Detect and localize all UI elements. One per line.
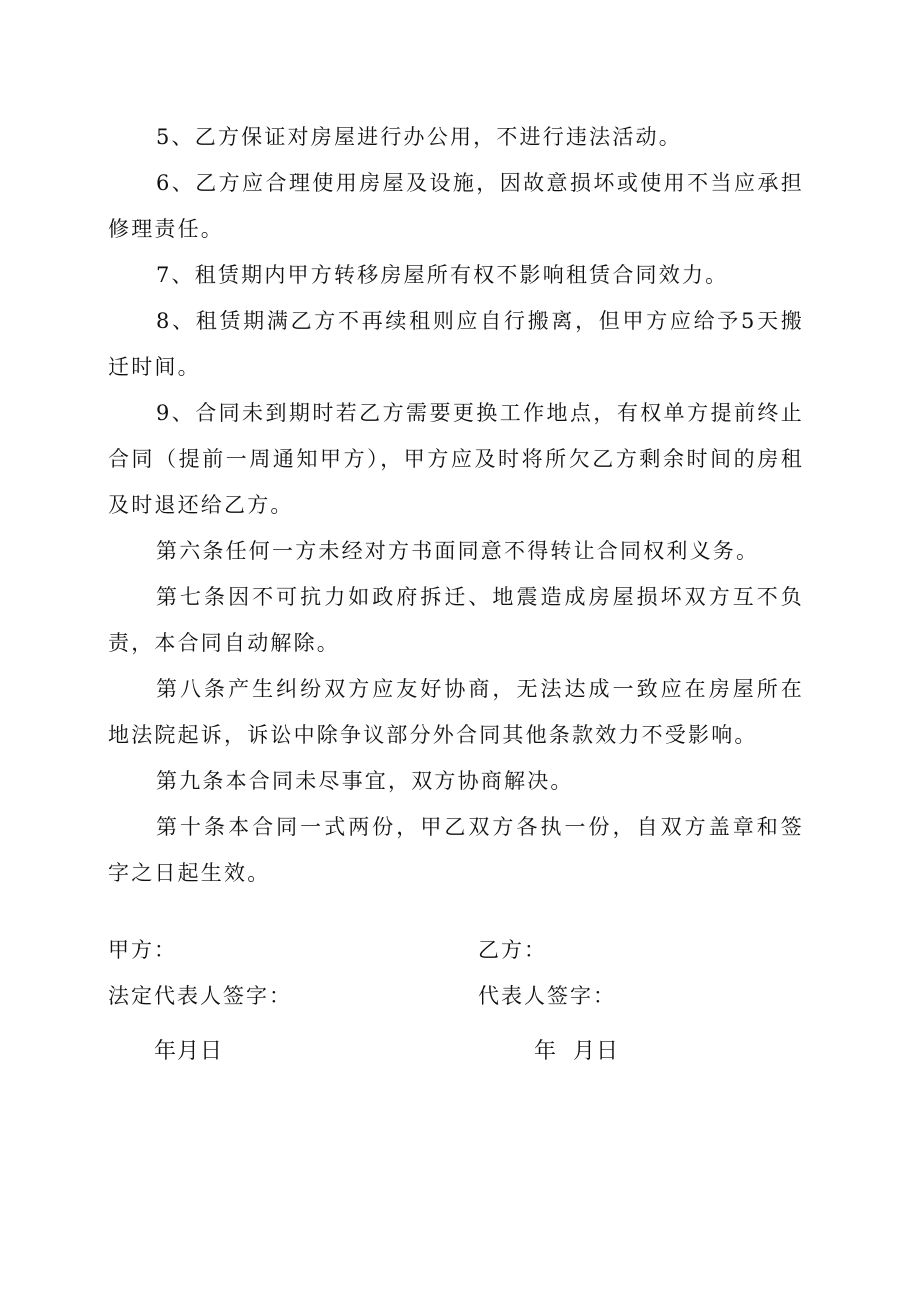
article-10: 第十条本合同一式两份，甲乙双方各执一份，自双方盖章和签字之日起生效。 xyxy=(108,815,804,885)
clause-5: 5、乙方保证对房屋进行办公用，不进行违法活动。 xyxy=(156,125,682,149)
article-7: 第七条因不可抗力如政府拆迁、地震造成房屋损坏双方互不负责，本合同自动解除。 xyxy=(108,585,804,655)
article-8: 第八条产生纠纷双方应友好协商，无法达成一致应在房屋所在地法院起诉，诉讼中除争议部分外合同其他条款效力不受影响。 xyxy=(108,677,804,747)
clause-9: 9、合同未到期时若乙方需要更换工作地点，有权单方提前终止合同（提前一周通知甲方），甲方应及时将所欠乙方剩余时间的房租及时退还给乙方。 xyxy=(108,401,804,517)
clause-6: 6、乙方应合理使用房屋及设施，因故意损坏或使用不当应承担修理责任。 xyxy=(108,171,804,241)
clause-7: 7、租赁期内甲方转移房屋所有权不影响租赁合同效力。 xyxy=(156,263,729,287)
party-a-date: 年月日 xyxy=(154,1039,224,1064)
party-a-label: 甲方： xyxy=(108,938,177,962)
party-b-date: 年 月日 xyxy=(534,1039,619,1064)
clause-8: 8、租赁期满乙方不再续租则应自行搬离，但甲方应给予5天搬迁时间。 xyxy=(108,309,804,379)
article-9: 第九条本合同未尽事宜，双方协商解决。 xyxy=(156,769,574,793)
article-6: 第六条任何一方未经对方书面同意不得转让合同权利义务。 xyxy=(156,539,760,563)
contract-body xyxy=(108,114,804,896)
party-a-rep-label: 法定代表人签字： xyxy=(108,984,292,1008)
party-b-rep-label: 代表人签字： xyxy=(478,984,616,1008)
party-b-label: 乙方： xyxy=(478,938,547,962)
